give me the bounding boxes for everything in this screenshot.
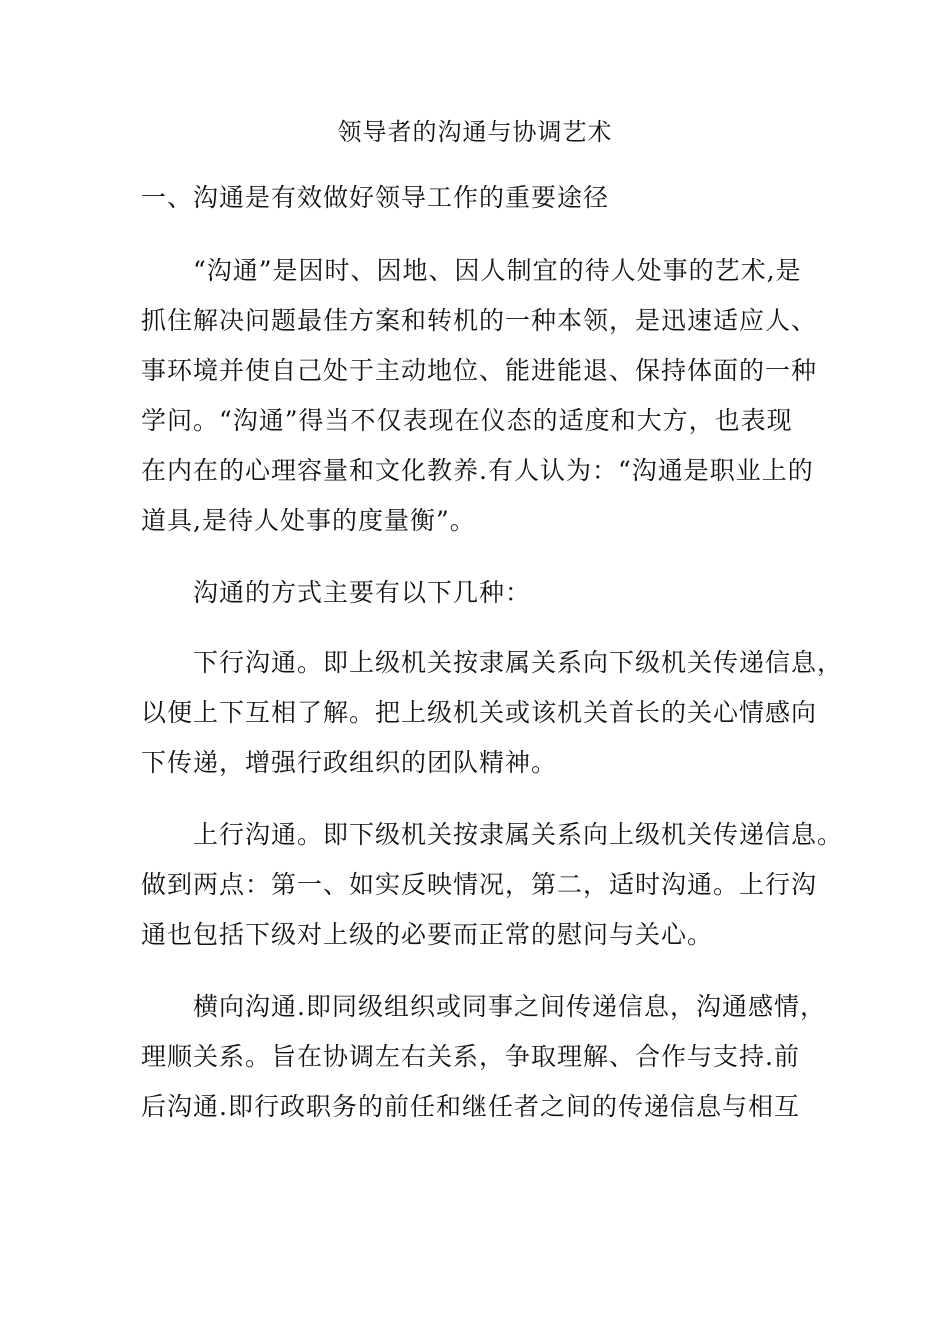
paragraph-definition: [141, 246, 841, 546]
paragraph-line: 道具,是待人处事的度量衡”。: [141, 506, 476, 535]
paragraph-horizontal: [141, 982, 841, 1132]
paragraph-line: 通也包括下级对上级的必要而正常的慰问与关心。: [141, 920, 714, 949]
paragraph-line: 做到两点：第一、如实反映情况，第二，适时沟通。上行沟: [141, 870, 818, 899]
paragraph-line: 下行沟通。即上级机关按隶属关系向下级机关传递信息，: [193, 648, 844, 677]
paragraph-upward: [141, 810, 844, 960]
paragraph-line: 抓住解决问题最佳方案和转机的一种本领，是迅速适应人、: [141, 306, 818, 335]
paragraph-line: 事环境并使自己处于主动地位、能进能退、保持体面的一种: [141, 356, 818, 385]
paragraph-line: 理顺关系。旨在协调左右关系，争取理解、合作与支持.前: [141, 1042, 800, 1071]
paragraph-line: 上行沟通。即下级机关按隶属关系向上级机关传递信息。: [193, 820, 844, 849]
document-title: 领导者的沟通与协调艺术: [337, 118, 613, 146]
paragraph-line: 下传递，增强行政组织的团队精神。: [141, 748, 558, 777]
paragraph-line: 沟通的方式主要有以下几种：: [193, 578, 532, 607]
paragraph-line: “沟通”是因时、因地、因人制宜的待人处事的艺术,是: [193, 256, 802, 285]
paragraph-methods-intro: [141, 568, 841, 618]
paragraph-line: 横向沟通.即同级组织或同事之间传递信息，沟通感情，: [193, 992, 826, 1021]
paragraph-line: 后沟通.即行政职务的前任和继任者之间的传递信息与相互: [141, 1092, 800, 1121]
paragraph-line: 在内在的心理容量和文化教养.有人认为：“沟通是职业上的: [141, 456, 814, 485]
section-heading: 一、沟通是有效做好领导工作的重要途径: [141, 183, 610, 212]
paragraph-line: 学问。“沟通”得当不仅表现在仪态的适度和大方，也表现: [141, 406, 793, 435]
paragraph-downward: [141, 638, 844, 788]
paragraph-line: 以便上下互相了解。把上级机关或该机关首长的关心情感向: [141, 698, 818, 727]
